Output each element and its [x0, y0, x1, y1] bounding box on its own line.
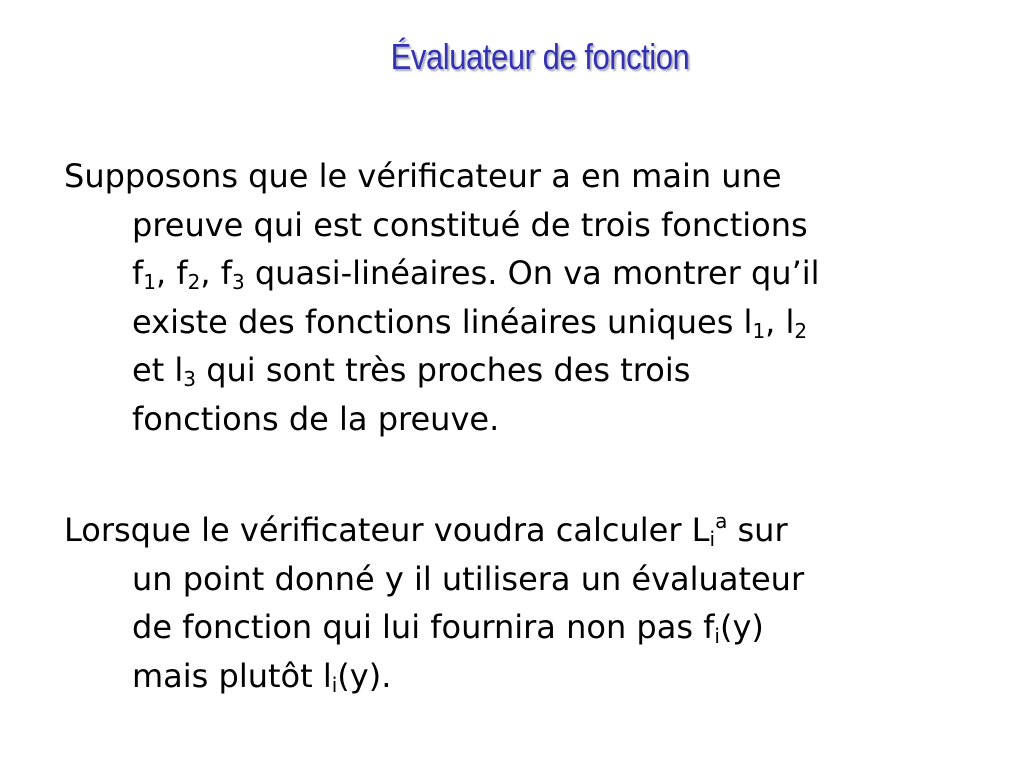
text-segment: sur	[727, 511, 788, 549]
subscript: i	[331, 672, 338, 697]
text-segment: quasi-linéaires. On va montrer qu’il	[244, 254, 820, 292]
subscript: 2	[794, 318, 808, 343]
paragraph-2-line-1	[64, 506, 1010, 555]
slide-title: Évaluateur de fonction	[390, 36, 690, 77]
text-segment: qui sont très proches des trois	[196, 351, 691, 389]
text-segment: de fonction qui lui fournira non pas f	[132, 608, 715, 646]
text-segment: , l	[765, 302, 795, 341]
text-segment: (y).	[337, 656, 392, 695]
paragraph-proof-functions	[64, 152, 1010, 443]
subscript: 1	[143, 270, 156, 294]
paragraph-1-line-5	[64, 346, 1010, 395]
paragraph-1-line-6: fonctions de la preuve.	[132, 399, 500, 438]
superscript: a	[715, 509, 728, 533]
subscript: 3	[231, 270, 245, 294]
paragraph-1-line-1: Supposons que le vérificateur a en main une	[64, 157, 782, 195]
paragraph-1-line-2: preuve qui est constitué de trois fonctions	[132, 205, 808, 244]
paragraph-2-line-2: un point donné y il utilisera un évaluateur	[132, 559, 805, 598]
text-segment: Lorsque le vérificateur voudra calculer L	[64, 511, 710, 549]
text-segment: (y)	[719, 608, 764, 646]
text-segment: existe des fonctions linéaires uniques l	[132, 302, 753, 341]
paragraph-2-line-4	[64, 652, 1010, 701]
paragraph-2-line-3	[64, 603, 1010, 652]
text-segment: et l	[132, 351, 184, 389]
paragraph-function-evaluator	[64, 506, 1010, 700]
subscript: i	[714, 624, 720, 648]
text-segment: , f	[200, 254, 232, 292]
text-segment: f	[132, 254, 144, 292]
subscript: 2	[187, 270, 201, 294]
subscript: 1	[752, 318, 766, 343]
subscript: i	[709, 527, 716, 551]
paragraph-1-line-3	[64, 249, 1010, 298]
text-segment: , f	[156, 254, 188, 292]
paragraph-1-line-4	[64, 298, 1010, 347]
text-segment: mais plutôt l	[132, 656, 332, 695]
subscript: 3	[183, 367, 197, 391]
